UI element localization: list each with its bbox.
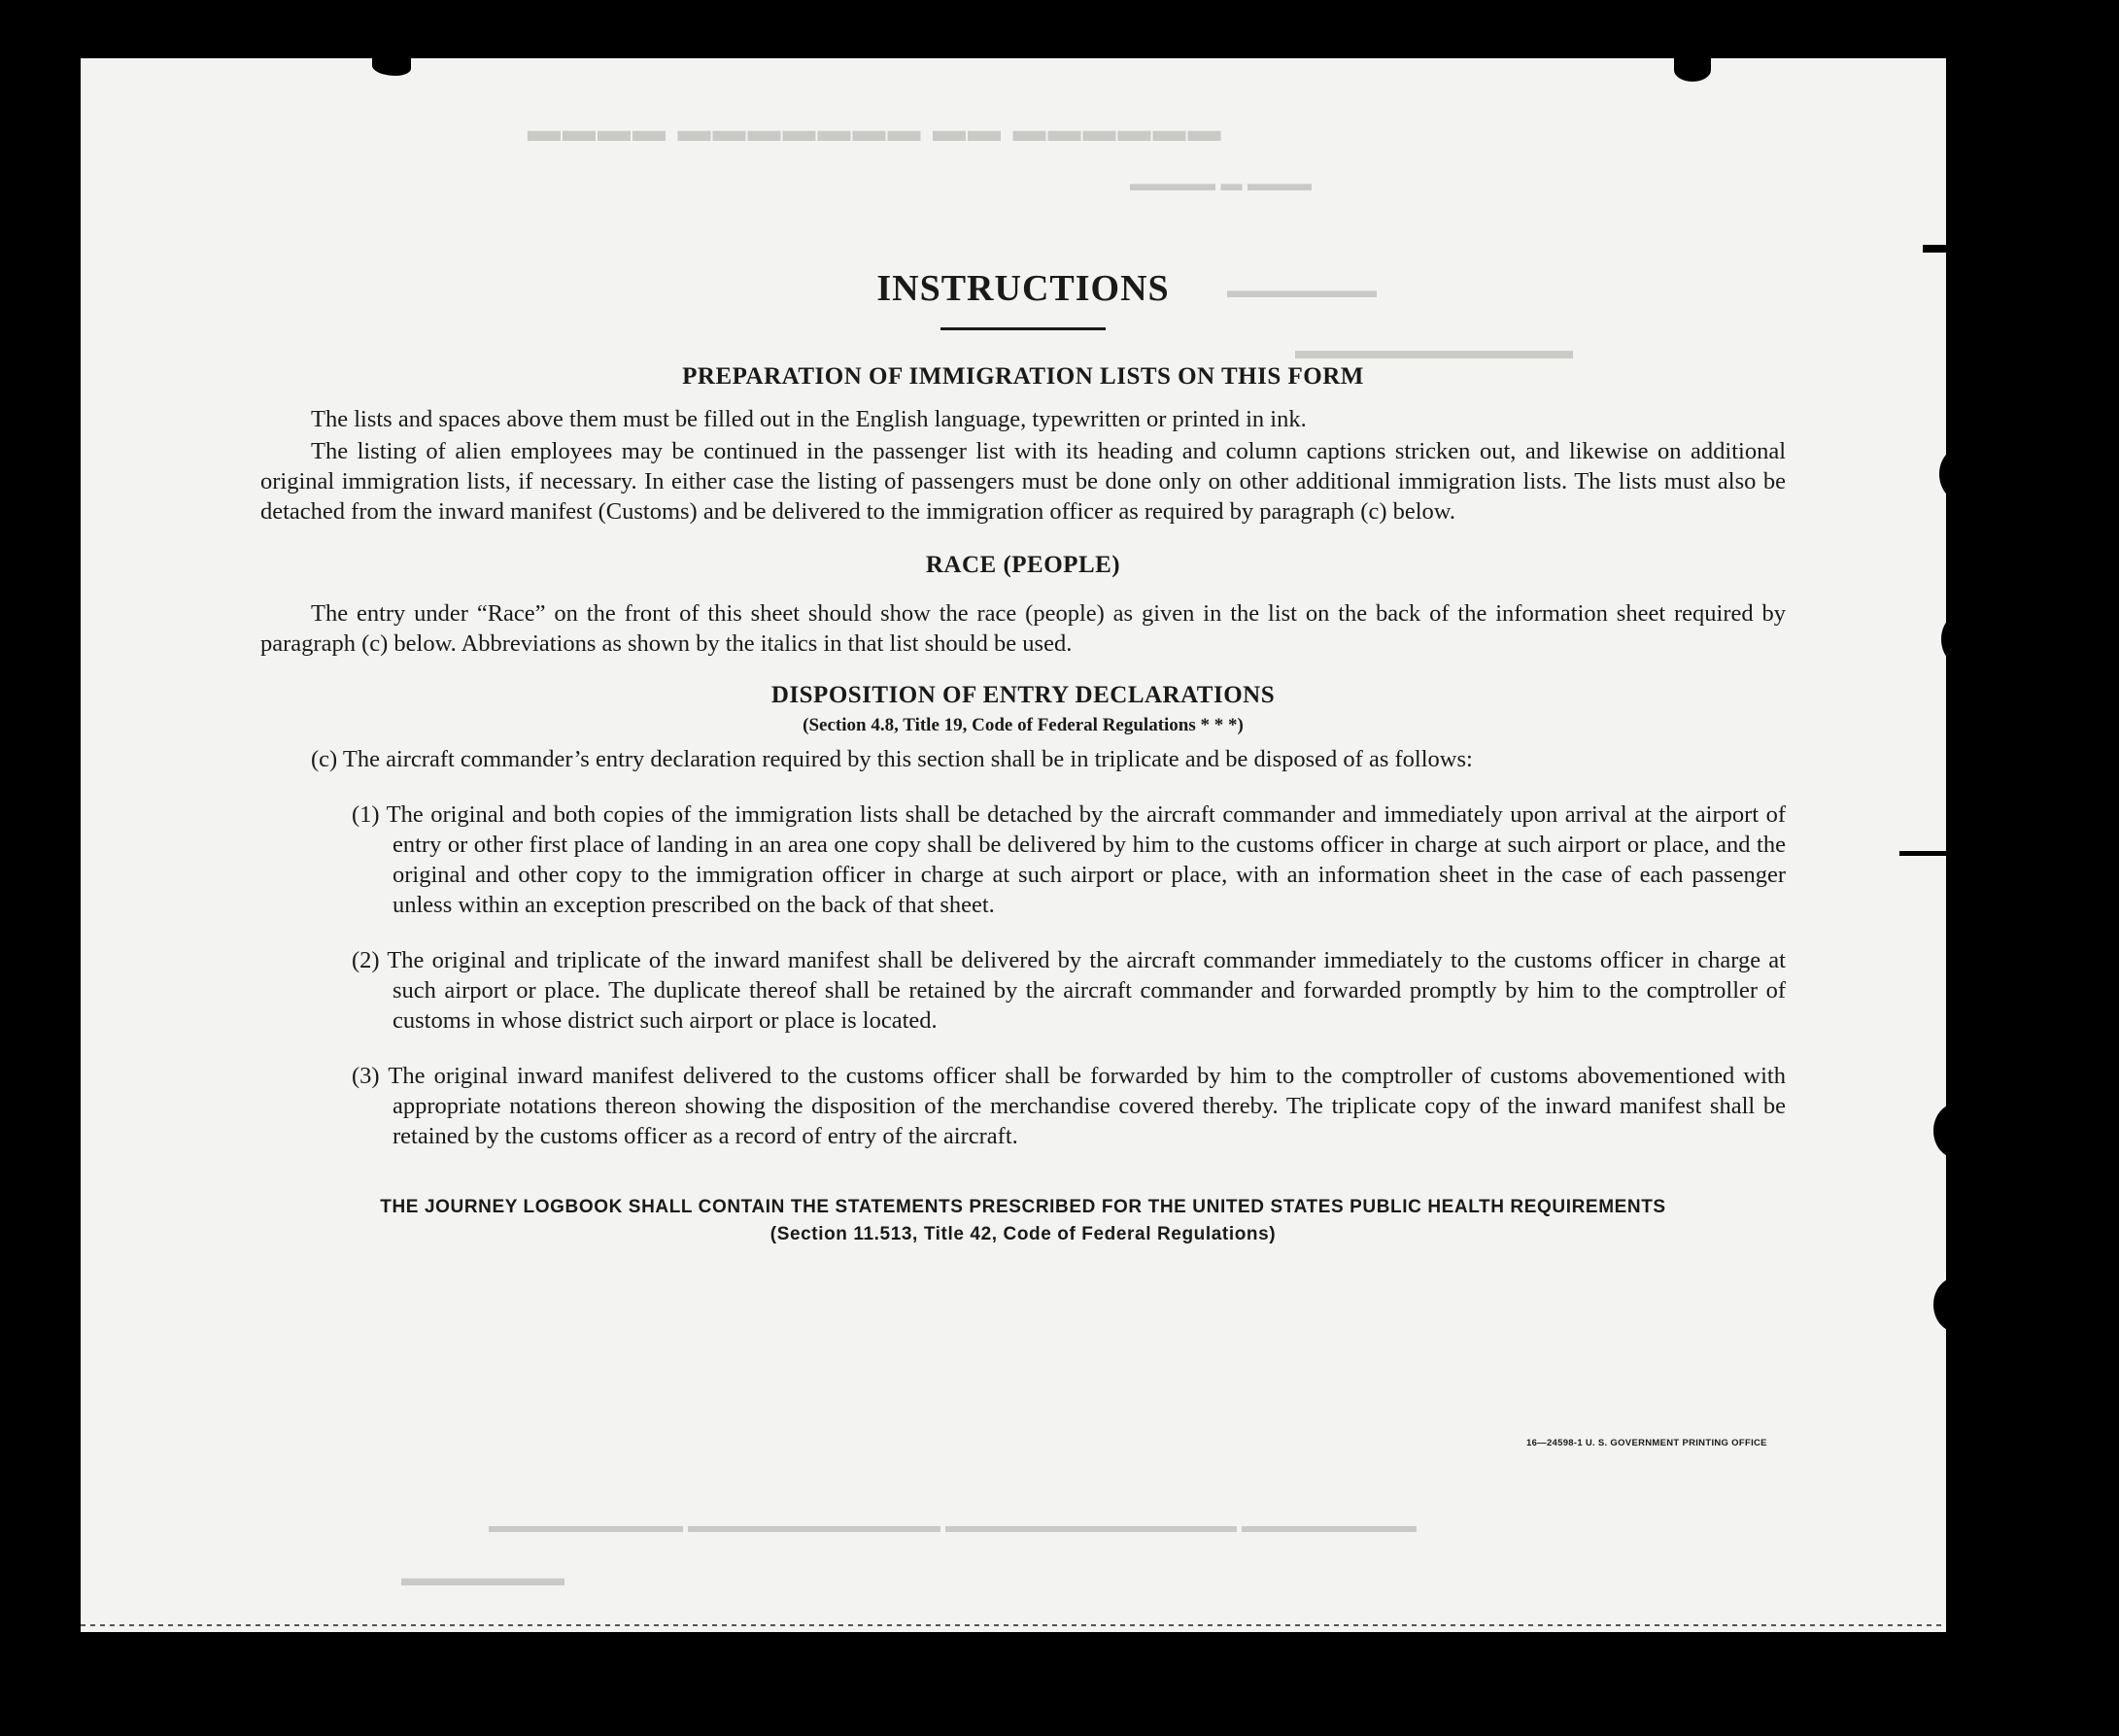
- disposition-citation: (Section 4.8, Title 19, Code of Federal Regulations * * *): [803, 715, 1244, 735]
- section-heading-preparation: PREPARATION OF IMMIGRATION LISTS ON THIS FORM: [682, 363, 1364, 390]
- bleed-through-mark: ▬▬▬▬▬▬▬▬▬▬▬: [1295, 336, 1573, 364]
- paper-tear: [1674, 58, 1711, 82]
- disposition-item-3: (3) The original inward manifest delivered to the customs officer shall be forwarded by him to the comptroller of customs abovementioned with appropriate notations thereon showing the disposition of the merchandise covered thereby. The triplicate copy of the inward manifest shall be retained by the customs officer as a record of entry of the aircraft.: [352, 1063, 1786, 1149]
- instructions-body: [260, 267, 1786, 1248]
- preparation-paragraph-1: The lists and spaces above them must be filled out in the English language, typewritten or printed in ink.: [311, 406, 1307, 432]
- bleed-through-mark: ▬▬▬▬▬▬▬: [401, 1566, 564, 1591]
- punch-hole: [1933, 1277, 1946, 1332]
- punch-hole: [1939, 447, 1946, 501]
- punch-hole: [1941, 612, 1946, 666]
- preparation-paragraph-2: The listing of alien employees may be continued in the passenger list with its heading and column captions stricken out, and likewise on additional original immigration lists, if necessary. In either case the listing of passengers must be done only on other additional immigration lists. The lists must also be detached from the inward manifest (Customs) and be delivered to the immigration officer as required by paragraph (c) below.: [260, 438, 1786, 525]
- printer-imprint: 16—24598-1 U. S. GOVERNMENT PRINTING OFFICE: [1526, 1438, 1767, 1448]
- paper-tear: [1899, 851, 1946, 856]
- footer-citation: (Section 11.513, Title 42, Code of Federal Regulations): [769, 1224, 1277, 1244]
- sheet-edge: [81, 1624, 1946, 1626]
- paper-tear: [1923, 245, 1946, 253]
- bleed-through-mark: ▬▬▬▬ ▬▬▬▬▬▬▬ ▬▬ ▬▬▬▬▬▬: [528, 113, 1223, 149]
- page-title: INSTRUCTIONS: [876, 268, 1170, 309]
- punch-hole: [1933, 1104, 1946, 1158]
- section-heading-disposition: DISPOSITION OF ENTRY DECLARATIONS: [770, 682, 1276, 708]
- disposition-intro: (c) The aircraft commander’s entry declaration required by this section shall be in triplicate and be disposed of as follows:: [311, 746, 1473, 772]
- section-heading-race: RACE (PEOPLE): [925, 552, 1121, 578]
- disposition-item-1: (1) The original and both copies of the immigration lists shall be detached by the aircraft commander and immediately upon arrival at the airport of entry or other first place of landing in an area one copy shall be delivered by him to the customs officer in charge at such airport or place, and the original and other copy to the immigration officer in charge at such airport or place, with an information sheet in the case of each passenger unless within an exception prescribed on the back of that sheet.: [352, 801, 1786, 918]
- bleed-through-mark: ▬▬▬▬ ▬ ▬▬▬: [1130, 171, 1312, 195]
- bleed-through-mark: ▬▬▬▬▬▬▬▬▬▬ ▬▬▬▬▬▬▬▬▬▬▬▬▬ ▬▬▬▬▬▬▬▬▬▬▬▬▬▬▬ ▬▬▬▬▬▬▬▬▬: [489, 1515, 1417, 1537]
- disposition-item-2: (2) The original and triplicate of the inward manifest shall be delivered by the aircraft commander immediately to the customs officer in charge at such airport or place. The duplicate thereof shall be retained by the aircraft commander and forwarded promptly by him to the comptroller of customs in whose district such airport or place is located.: [352, 947, 1786, 1034]
- footer-statement: THE JOURNEY LOGBOOK SHALL CONTAIN THE STATEMENTS PRESCRIBED FOR THE UNITED STATES PUBLIC HEALTH REQUIREMENTS: [380, 1197, 1666, 1217]
- bleed-through-mark: ▬▬▬▬▬▬▬: [1227, 278, 1377, 302]
- paper-tear: [372, 58, 411, 76]
- title-underline: [940, 327, 1106, 330]
- race-paragraph: The entry under “Race” on the front of this sheet should show the race (people) as given in the list on the back of the information sheet required by paragraph (c) below. Abbreviations as shown by the italics in that list should be used.: [260, 600, 1786, 657]
